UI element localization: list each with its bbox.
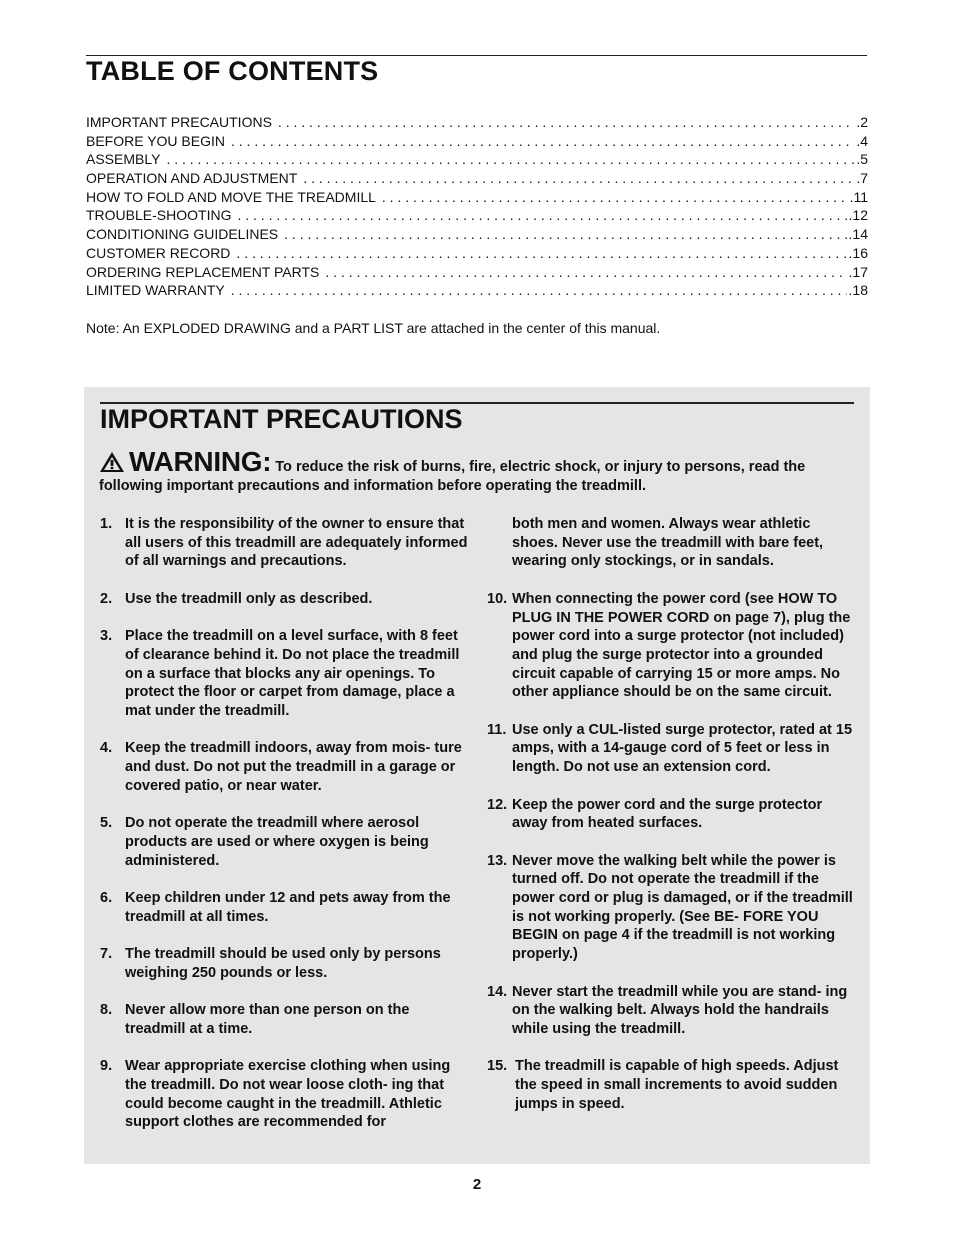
- toc-entry: [86, 263, 868, 282]
- toc-entry-label: LIMITED WARRANTY: [86, 282, 225, 299]
- precaution-item: [100, 515, 472, 571]
- toc-leader-dots: [236, 244, 846, 263]
- toc-entry-label: TROUBLE-SHOOTING: [86, 207, 232, 224]
- precaution-text: Keep children under 12 and pets away from the treadmill at all times.: [125, 889, 451, 925]
- precaution-number: 10.: [487, 590, 508, 607]
- precaution-number: 8.: [100, 1002, 113, 1019]
- precaution-item: [100, 590, 472, 609]
- precaution-number: 14.: [487, 983, 508, 1000]
- toc-entry-label: ASSEMBLY: [86, 151, 161, 168]
- toc-entry-page: .12: [848, 207, 868, 224]
- warning-statement: [99, 446, 859, 496]
- toc-leader-dots: [303, 169, 854, 188]
- precaution-text: Never allow more than one person on the treadmill at a time.: [125, 1002, 410, 1037]
- precautions-section: [84, 387, 870, 1164]
- toc-note: Note: An EXPLODED DRAWING and a PART LIST are attached in the center of this manual.: [86, 320, 661, 336]
- precaution-item: [487, 796, 859, 833]
- toc-leader-dots: [382, 188, 848, 207]
- warning-triangle-icon: [99, 451, 125, 473]
- precaution-item: [100, 945, 472, 982]
- toc-entry-label: OPERATION AND ADJUSTMENT: [86, 170, 298, 187]
- precaution-text: When connecting the power cord (see HOW TO PLUG IN THE POWER CORD on page 7), plug the power cord into a surge protector (not included) and plug the surge protector into a grounded circuit capable of carrying 15 or more amps. No other appliance should be on the same circuit.: [512, 590, 851, 701]
- precaution-item: [487, 721, 859, 777]
- toc-entry: [86, 113, 868, 132]
- precaution-number: 4.: [100, 740, 113, 757]
- precaution-text: Wear appropriate exercise clothing when using the treadmill. Do not wear loose cloth- ing that could become caught in the treadmill. Athletic support clothes are recommended for: [125, 1058, 451, 1131]
- toc-leader-dots: [325, 263, 846, 282]
- precaution-item: [100, 1001, 472, 1038]
- precaution-item: [487, 590, 859, 702]
- toc-entry: [86, 244, 868, 263]
- toc-entry-label: HOW TO FOLD AND MOVE THE TREADMILL: [86, 188, 376, 205]
- precaution-text: It is the responsibility of the owner to ensure that all users of this treadmill are adequately informed of all warnings and precautions.: [125, 516, 468, 570]
- toc-leader-dots: [231, 281, 847, 300]
- precaution-number: 12.: [487, 796, 508, 813]
- precaution-item: [100, 627, 472, 721]
- precaution-number: 11.: [487, 721, 507, 738]
- toc-entry-page: .14: [848, 226, 868, 243]
- precaution-text: Keep the treadmill indoors, away from mois- ture and dust. Do not put the treadmill in a garage or covered patio, or near water.: [125, 740, 462, 794]
- toc-entry: [86, 225, 868, 244]
- precaution-item: [100, 739, 472, 795]
- precautions-title: IMPORTANT PRECAUTIONS: [100, 404, 463, 434]
- toc-entry-label: BEFORE YOU BEGIN: [86, 132, 225, 149]
- precaution-text: Never start the treadmill while you are stand- ing on the walking belt. Always hold the handrails while using the treadmill.: [512, 983, 848, 1037]
- toc-entry-page: .11: [849, 188, 868, 205]
- toc-entry-label: ORDERING REPLACEMENT PARTS: [86, 263, 320, 280]
- precaution-text: Place the treadmill on a level surface, with 8 feet of clearance behind it. Do not place the treadmill on a surface that blocks any air openings. To protect the floor or carpet from damage, place a mat under the treadmill.: [125, 628, 460, 719]
- precaution-item: [487, 1057, 859, 1113]
- toc-leader-dots: [278, 113, 854, 132]
- toc-entry-label: CONDITIONING GUIDELINES: [86, 226, 279, 243]
- precaution-continuation: both men and women. Always wear athletic shoes. Never use the treadmill with bare feet, wearing only stockings, or in sandals.: [512, 516, 824, 570]
- precaution-item: [487, 983, 859, 1039]
- precaution-text: Do not operate the treadmill where aerosol products are used or where oxygen is being administered.: [125, 815, 429, 869]
- toc-leader-dots: [237, 206, 846, 225]
- toc-entry: [86, 206, 868, 225]
- toc-entry: [86, 281, 868, 300]
- precautions-left-column: [100, 515, 472, 1151]
- toc-entry: [86, 150, 868, 169]
- toc-entry-page: .4: [856, 132, 868, 149]
- toc-entry: [86, 132, 868, 151]
- toc-entry-label: CUSTOMER RECORD: [86, 244, 231, 261]
- toc-entry-page: .16: [848, 244, 868, 261]
- toc-title: TABLE OF CONTENTS: [86, 56, 379, 86]
- toc-list: [86, 113, 868, 300]
- toc-entry-page: .7: [856, 170, 868, 187]
- precaution-number: 13.: [487, 852, 508, 869]
- toc-entry-page: .5: [856, 151, 868, 168]
- toc-entry-page: .18: [848, 282, 868, 299]
- precautions-right-column: [487, 515, 859, 1132]
- toc-leader-dots: [231, 132, 854, 151]
- toc-entry: [86, 169, 868, 188]
- precaution-number: 1.: [100, 516, 113, 532]
- toc-leader-dots: [166, 150, 854, 169]
- toc-entry-page: .2: [856, 114, 868, 130]
- precaution-number: 7.: [100, 946, 113, 963]
- precaution-item: [100, 889, 472, 926]
- precaution-number: 2.: [100, 590, 113, 607]
- precaution-number: 3.: [100, 628, 113, 645]
- warning-word: WARNING:: [129, 446, 272, 477]
- precaution-number: 9.: [100, 1058, 113, 1075]
- precaution-number: 5.: [100, 815, 113, 832]
- precaution-text: The treadmill is capable of high speeds. Adjust the speed in small increments to avoid sudden jumps in speed.: [515, 1058, 839, 1112]
- toc-entry-page: .17: [848, 263, 868, 280]
- precaution-text: Use the treadmill only as described.: [125, 590, 373, 607]
- precaution-text: The treadmill should be used only by persons weighing 250 pounds or less.: [125, 946, 441, 981]
- precaution-text: Use only a CUL-listed surge protector, rated at 15 amps, with a 14-gauge cord of 5 feet or less in length. Do not use an extension cord.: [512, 721, 853, 776]
- toc-entry: [86, 188, 868, 207]
- precaution-item: [487, 852, 859, 964]
- page-number: 2: [472, 1176, 482, 1193]
- precaution-item: [100, 814, 472, 870]
- toc-entry-label: IMPORTANT PRECAUTIONS: [86, 114, 272, 130]
- precaution-number: 15.: [487, 1058, 508, 1075]
- precaution-text: Never move the walking belt while the power is turned off. Do not operate the treadmill if the power cord or plug is damaged, or if the treadmill is not working properly. (See BE- FORE YOU BEGIN on page 4 if the treadmill is not working properly.): [512, 852, 853, 963]
- warning-text: To reduce the risk of burns, fire, electric shock, or injury to persons, read the following important precautions and information before operating the treadmill.: [99, 459, 806, 494]
- precaution-number: 6.: [100, 889, 113, 906]
- toc-leader-dots: [284, 225, 846, 244]
- precaution-text: Keep the power cord and the surge protector away from heated surfaces.: [512, 796, 823, 832]
- precaution-item: [100, 1057, 472, 1132]
